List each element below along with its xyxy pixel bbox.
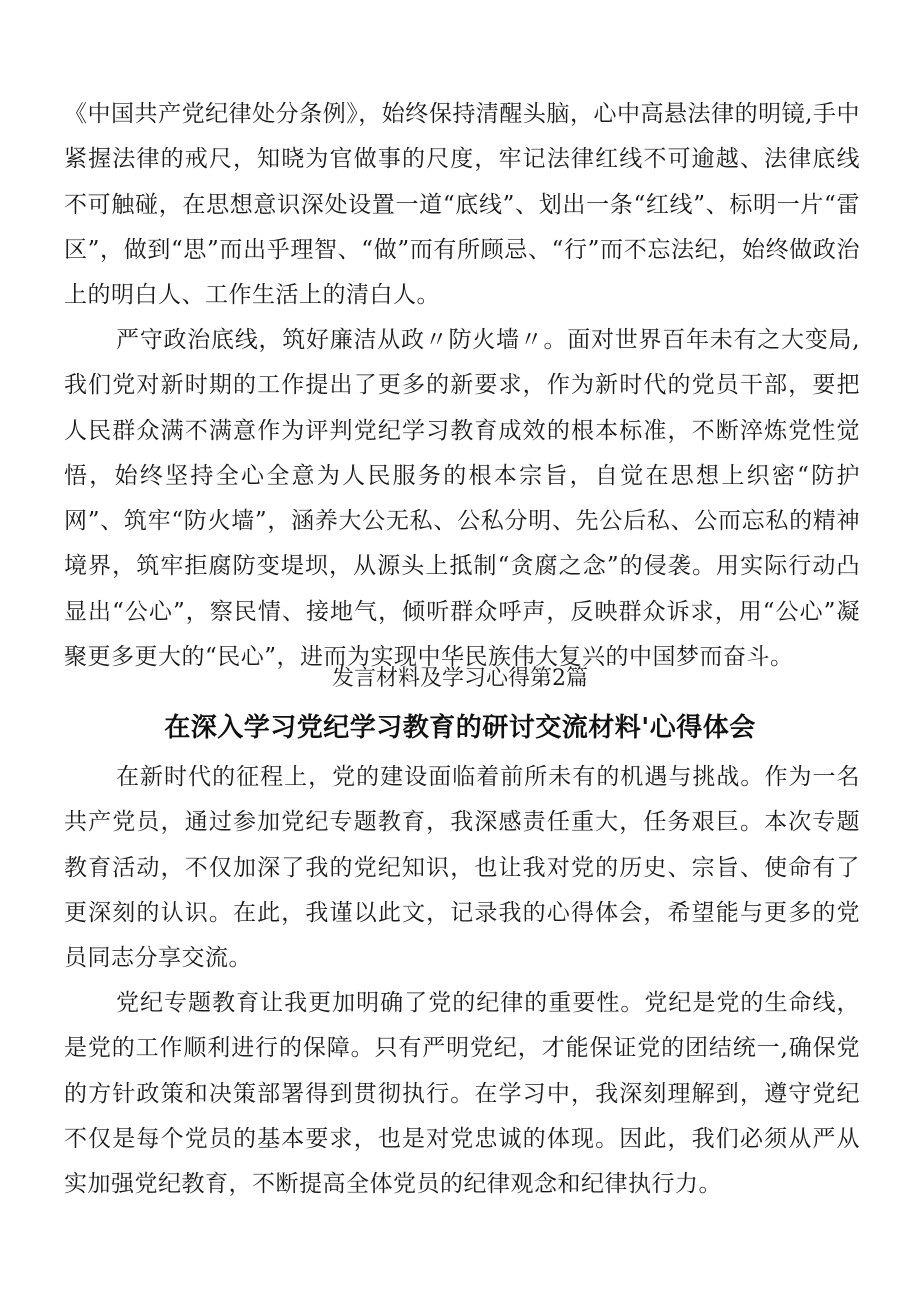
paragraph-discipline-importance: 党纪专题教育让我更加明确了党的纪律的重要性。党纪是党的生命线，是党的工作顺利进行的保障。只有严明党纪，才能保证党的团结统一,确保党的方针政策和决策部署得到贯彻执行。在学习中，我深刻理解到，遵守党纪不仅是每个党员的基本要求，也是对党忠诚的体现。因此，我们必须从严从实加强党纪教育，不断提高全体党员的纪律观念和纪律执行力。 (64, 990, 860, 1198)
paragraph-political-bottom-line: 严守政治底线，筑好廉洁从政〃防火墙〃。面对世界百年未有之大变局,我们党对新时期的工作提出了更多的新要求，作为新时代的党员干部，要把人民群众满不满意作为评判党纪学习教育成效的根本标准，不断淬炼党性觉悟，始终坚持全心全意为人民服务的根本宗旨，自觉在思想上织密“防护网”、筑牢“防火墙”，涵养大公无私、公私分明、先公后私、公而忘私的精神境界，筑牢拒腐防变堤坝，从源头上抵制“贪腐之念”的侵袭。用实际行动凸显出“公心”，察民情、接地气，倾听群众呼声，反映群众诉求，用“公心”凝聚更多更大的“民心”，进而为实现中华民族伟大复兴的中国梦而奋斗。 (64, 327, 860, 671)
paragraph-continued: 《中国共产党纪律处分条例》，始终保持清醒头脑，心中高悬法律的明镜,手中紧握法律的戒尺，知晓为官做事的尺度，牢记法律红线不可逾越、法律底线不可触碰，在思想意识深处设置一道“底线”、划出一条“红线”、标明一片“雷区”，做到“思”而出乎理智、“做”而有所顾忌、“行”而不忘法纪，始终做政治上的明白人、工作生活上的清白人。 (64, 101, 860, 309)
document-title: 在深入学习党纪学习教育的研讨交流材料'心得体会 (164, 713, 756, 743)
section-label: 发言材料及学习心得第2篇 (332, 666, 588, 691)
paragraph-intro: 在新时代的征程上，党的建设面临着前所未有的机遇与挑战。作为一名共产党员，通过参加党纪专题教育，我深感责任重大，任务艰巨。本次专题教育活动，不仅加深了我的党纪知识，也让我对党的历史、宗旨、使命有了更深刻的认识。在此，我谨以此文，记录我的心得体会，希望能与更多的党员同志分享交流。 (64, 764, 860, 972)
